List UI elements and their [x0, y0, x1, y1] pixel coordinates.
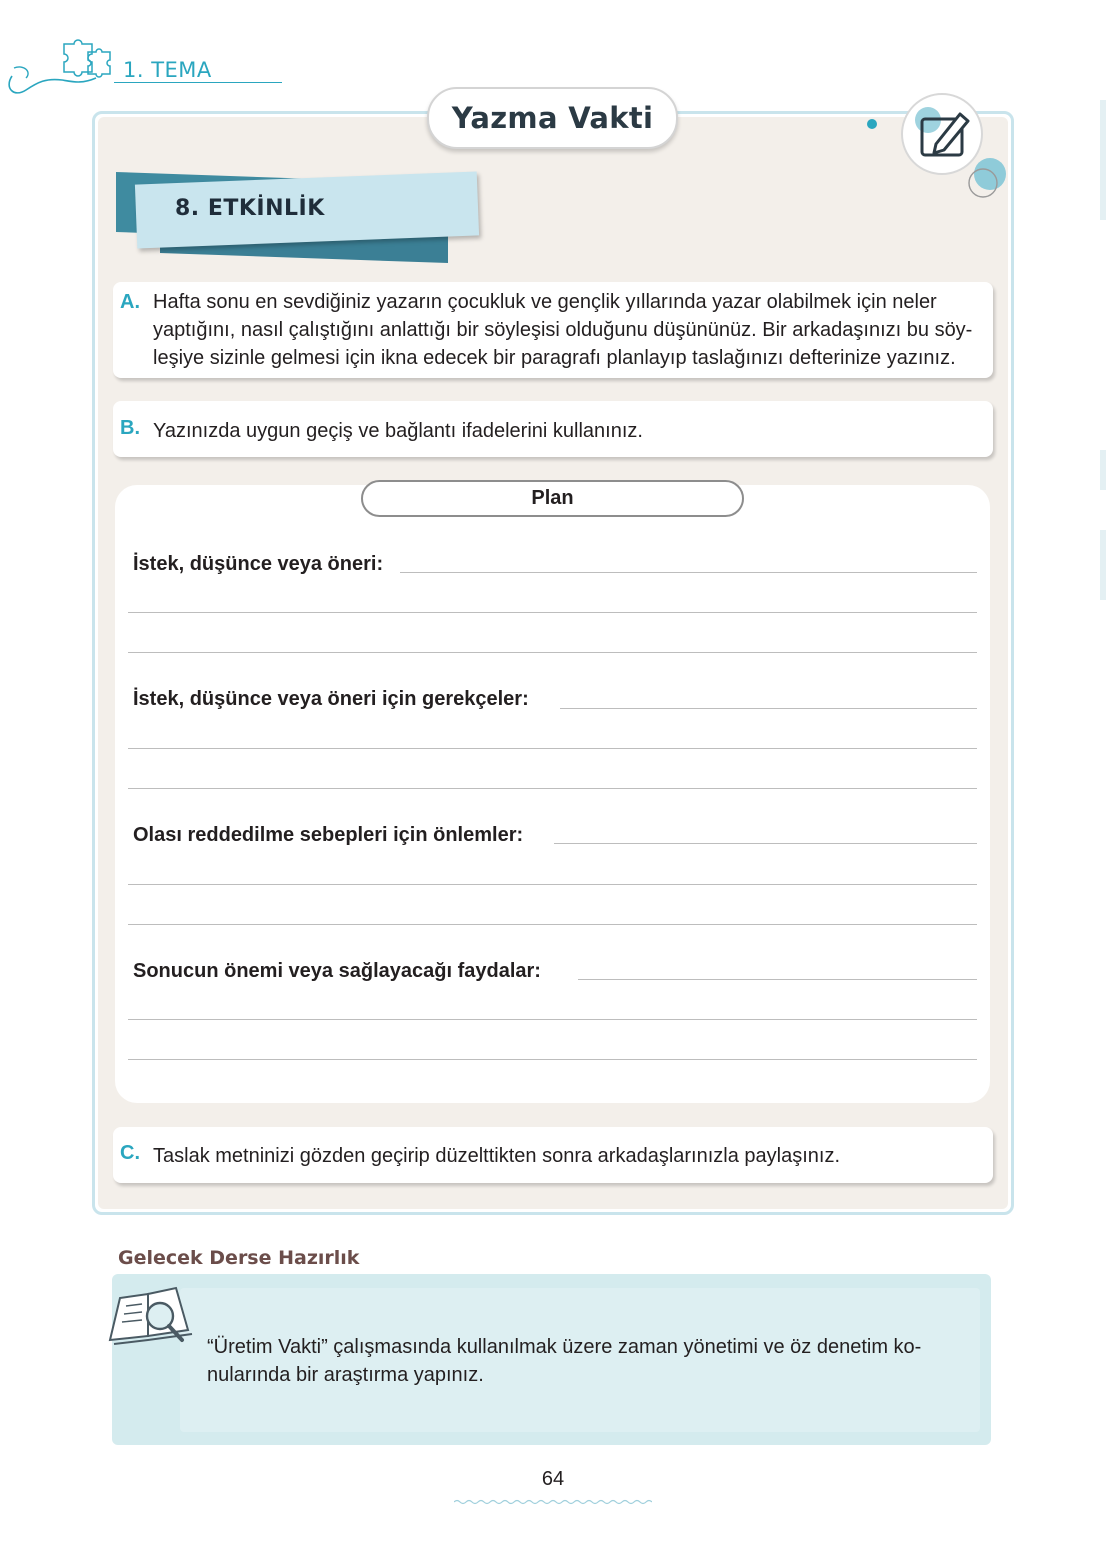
- instruction-text-c: Taslak metninizi gözden geçirip düzelttikten sonra arkadaşlarınızla paylaşınız.: [153, 1145, 841, 1167]
- plan-field-label-benefits: Sonucun önemi veya sağlayacağı faydalar:: [133, 960, 541, 982]
- page-number: 64: [541, 1468, 565, 1490]
- section-title: Yazma Vakti: [451, 101, 654, 135]
- instruction-card-b: [113, 401, 993, 457]
- theme-underline: [114, 82, 282, 83]
- writing-line[interactable]: [578, 979, 977, 980]
- writing-line[interactable]: [128, 924, 977, 925]
- page-number-ornament: [454, 1492, 652, 1498]
- page-edge-mark: [1100, 100, 1106, 220]
- instruction-a-line: Hafta sonu en sevdiğiniz yazarın çocukluk ve gençlik yıllarında yazar olabilmek için neler: [153, 291, 937, 313]
- theme-title: 1. TEMA: [123, 58, 212, 82]
- preparation-text: [207, 1333, 977, 1389]
- writing-line[interactable]: [400, 572, 977, 573]
- writing-line[interactable]: [128, 788, 977, 789]
- instruction-text-b: Yazınızda uygun geçiş ve bağlantı ifadelerini kullanınız.: [153, 420, 643, 442]
- plan-box: [115, 485, 990, 1103]
- preparation-title: Gelecek Derse Hazırlık: [118, 1247, 360, 1269]
- plan-title-pill: [361, 480, 744, 517]
- writing-line[interactable]: [128, 748, 977, 749]
- plan-field-label-request: İstek, düşünce veya öneri:: [133, 553, 384, 575]
- section-title-pill: [427, 87, 678, 149]
- instruction-letter-b: B.: [120, 417, 140, 439]
- activity-label: 8. ETKİNLİK: [175, 196, 325, 221]
- page-edge-mark: [1100, 530, 1106, 600]
- instruction-card-c: [113, 1127, 993, 1183]
- writing-line[interactable]: [128, 1059, 977, 1060]
- writing-line[interactable]: [554, 843, 977, 844]
- plan-field-label-precautions: Olası reddedilme sebepleri için önlemler:: [133, 824, 524, 846]
- instruction-card-a: [113, 282, 993, 378]
- page-edge-mark: [1100, 450, 1106, 490]
- plan-title: Plan: [531, 487, 574, 509]
- instruction-text-a: [153, 288, 983, 372]
- instruction-letter-c: C.: [120, 1142, 140, 1164]
- writing-line[interactable]: [128, 652, 977, 653]
- plan-field-label-reasons: İstek, düşünce veya öneri için gerekçeler:: [133, 688, 529, 710]
- instruction-a-line: leşiye sizinle gelmesi için ikna edecek bir paragrafı planlayıp taslağınızı defterinize yazınız.: [153, 347, 956, 369]
- preparation-text-line: “Üretim Vakti” çalışmasında kullanılmak üzere zaman yönetimi ve öz denetim ko-: [207, 1336, 922, 1358]
- pencil-edit-icon: [862, 92, 1012, 202]
- preparation-text-line: nularında bir araştırma yapınız.: [207, 1364, 484, 1386]
- book-magnifier-icon: [104, 1278, 200, 1350]
- writing-line[interactable]: [560, 708, 977, 709]
- instruction-a-line: yaptığını, nasıl çalıştığını anlattığı bir söyleşisi olduğunu düşününüz. Bir arkadaşınızı bu söy-: [153, 319, 973, 341]
- instruction-letter-a: A.: [120, 291, 140, 313]
- writing-line[interactable]: [128, 884, 977, 885]
- writing-line[interactable]: [128, 612, 977, 613]
- writing-line[interactable]: [128, 1019, 977, 1020]
